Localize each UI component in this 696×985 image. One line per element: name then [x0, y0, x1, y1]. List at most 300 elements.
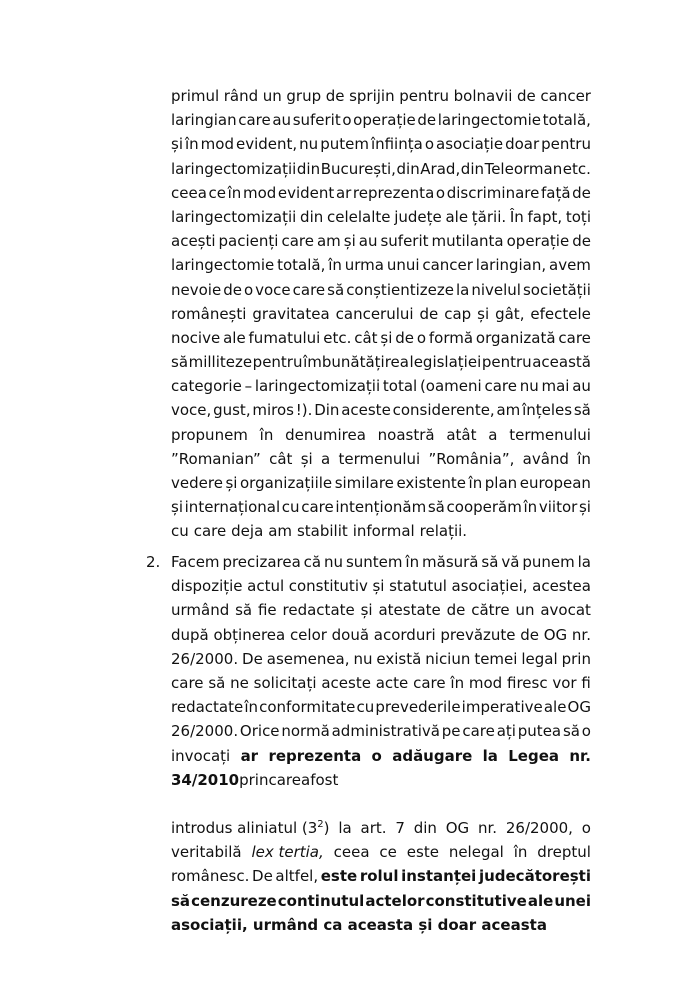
word: nivelul — [471, 280, 521, 299]
word: au — [358, 232, 378, 251]
word: suferit — [292, 111, 341, 130]
word: Legea — [508, 746, 560, 765]
text-line — [171, 889, 591, 913]
text-line — [171, 157, 591, 181]
word: actul — [247, 577, 285, 596]
word: 7 — [395, 819, 405, 837]
word: cancer — [540, 87, 591, 105]
word: în — [328, 256, 342, 275]
word: bolnavii — [453, 87, 513, 105]
word: similare — [334, 474, 394, 492]
word: conștientizeze — [346, 280, 454, 299]
text-line — [171, 744, 591, 768]
word: prin — [561, 649, 591, 668]
word: care — [193, 522, 227, 541]
word: laringectomizații — [171, 159, 297, 178]
word: laringian — [171, 111, 237, 130]
word: nu — [353, 649, 373, 668]
word: și — [171, 135, 183, 154]
word: care — [558, 328, 591, 347]
word: asemenea, — [266, 649, 350, 668]
word: din — [413, 819, 437, 837]
word: am — [496, 401, 521, 420]
word: înțeles — [522, 401, 573, 420]
word: am — [268, 522, 293, 541]
word: din — [300, 207, 324, 226]
word: intenționăm — [335, 498, 427, 517]
text-line — [171, 574, 591, 598]
word: care — [238, 111, 271, 130]
word: fapt, — [527, 207, 563, 226]
word: veritabilă — [171, 843, 242, 862]
word: operație — [353, 111, 416, 130]
word: discriminare — [446, 183, 540, 202]
word: laringian, — [475, 256, 547, 275]
word: există — [376, 649, 422, 668]
word: de — [572, 183, 591, 202]
word: etc. — [323, 328, 352, 347]
word: laringectomie — [437, 111, 542, 130]
word: considerente, — [392, 401, 495, 420]
word: ”Romanian” — [171, 449, 261, 468]
word: că — [303, 553, 322, 571]
word: ceea — [171, 183, 207, 202]
law-reference: 34/2010 — [171, 770, 240, 789]
word: Orice — [239, 722, 280, 741]
word: redactate — [282, 601, 355, 620]
word: voce, — [171, 401, 212, 420]
text-fragment: introdus aliniatul (3 — [171, 819, 318, 837]
text-line — [171, 326, 591, 350]
word: cât — [354, 328, 378, 347]
word: ale — [223, 328, 246, 347]
word: Arad, — [420, 159, 461, 178]
word: din — [396, 159, 420, 178]
word: o — [581, 722, 591, 741]
word: reprezenta — [352, 183, 435, 202]
text-line — [171, 840, 591, 864]
word: cooperăm — [446, 498, 522, 517]
word: primul — [171, 87, 220, 105]
word: plan — [484, 474, 518, 492]
word: unei — [554, 891, 591, 910]
word: am — [316, 232, 341, 251]
word: obținerea — [213, 625, 286, 644]
word: OG — [445, 819, 470, 837]
word: propunem — [171, 425, 248, 444]
word: (oameni — [419, 377, 482, 396]
word: vor — [552, 673, 577, 692]
text-line — [171, 398, 591, 422]
word: a — [301, 770, 311, 789]
word: urmând — [171, 601, 230, 620]
text-line — [171, 181, 591, 205]
text-line — [171, 108, 591, 132]
word: organizată — [475, 328, 556, 347]
word: mod — [468, 673, 503, 692]
text-with-superscript — [171, 816, 330, 840]
word: din — [460, 159, 484, 178]
word: a — [488, 425, 498, 444]
word: Teleorman — [484, 159, 563, 178]
word: cu — [356, 698, 375, 717]
word: asociației, — [451, 577, 528, 596]
word: la — [455, 280, 470, 299]
word: putea — [517, 722, 562, 741]
word: evident — [277, 183, 335, 202]
word: fi — [581, 673, 591, 692]
word: De — [242, 649, 263, 668]
word: mod — [242, 183, 277, 202]
text-line — [171, 913, 591, 937]
word: de — [520, 625, 540, 644]
text-line — [171, 447, 591, 471]
word: organizațiile — [240, 474, 333, 492]
word: termenului — [338, 449, 421, 468]
word: nelegal — [448, 843, 504, 862]
text-line — [171, 550, 591, 574]
word: nu — [519, 377, 539, 396]
word: o — [435, 183, 446, 202]
word: relații. — [419, 522, 468, 541]
word: De — [252, 867, 273, 886]
word: ale — [445, 207, 469, 226]
word: nr. — [569, 746, 591, 765]
word: județe — [394, 207, 442, 226]
word: o — [581, 819, 591, 837]
word: solicitați — [253, 673, 317, 692]
word: să — [208, 673, 226, 692]
word: în — [227, 183, 242, 202]
word: OG — [567, 698, 591, 717]
text-line — [171, 695, 591, 719]
word: urma — [344, 256, 384, 275]
word: – — [244, 377, 253, 396]
text-line — [171, 671, 591, 695]
word: adăugare — [392, 746, 473, 765]
word: în — [259, 425, 274, 444]
word: formă — [428, 328, 474, 347]
text-line — [171, 374, 591, 398]
word: un — [262, 87, 282, 105]
word: o — [416, 328, 427, 347]
word: pentru — [399, 87, 450, 105]
word: acești — [171, 232, 216, 251]
word: evident, — [235, 135, 298, 154]
paragraph-3 — [171, 816, 591, 937]
word: cancerului — [335, 304, 414, 323]
word: precizarea — [222, 553, 301, 571]
word: laringectomizații — [254, 377, 381, 396]
word: fumatului — [248, 328, 321, 347]
word: cu — [171, 522, 189, 541]
word: înființa — [370, 135, 423, 154]
word: nr. — [571, 625, 591, 644]
word: să — [171, 353, 189, 372]
latin-term: lex tertia, — [251, 843, 324, 862]
text-fragment: ) — [323, 819, 330, 837]
word: unui — [386, 256, 420, 275]
word: punem — [522, 553, 575, 571]
word: prevederile — [375, 698, 461, 717]
word: 26/2000, — [505, 819, 573, 837]
word: statutul — [389, 577, 447, 596]
word: vedere — [171, 474, 223, 492]
word: ați — [496, 722, 516, 741]
word: măsură — [422, 553, 479, 571]
word: continutul — [277, 891, 365, 910]
word: !). — [295, 401, 313, 420]
word: în — [468, 474, 483, 492]
word: care — [171, 673, 204, 692]
word: și — [372, 577, 385, 596]
word: să — [562, 722, 580, 741]
text-line — [171, 864, 591, 888]
word: care — [413, 673, 446, 692]
text-line — [171, 278, 591, 302]
word: toți — [565, 207, 591, 226]
word: mod — [200, 135, 234, 154]
word: este — [320, 867, 358, 886]
word: totală, — [542, 111, 591, 130]
word: avocat — [540, 601, 591, 620]
word: operație — [506, 232, 570, 251]
word: aceste — [341, 401, 391, 420]
word: conformitate — [259, 698, 356, 717]
word: au — [272, 111, 292, 130]
word: cât — [269, 449, 293, 468]
word: să — [171, 891, 191, 910]
word: temei — [474, 649, 518, 668]
word: OG — [543, 625, 568, 644]
word: și — [343, 232, 356, 251]
word: existente — [396, 474, 466, 492]
word: către — [471, 601, 510, 620]
word: ale — [543, 698, 567, 717]
word: pacienți — [218, 232, 279, 251]
word: constitutiv — [288, 577, 368, 596]
word: o — [243, 280, 254, 299]
word: celelalte — [326, 207, 391, 226]
word: totală, — [277, 256, 326, 275]
word: pe — [441, 722, 461, 741]
word: să — [573, 401, 591, 420]
word: cap — [444, 304, 472, 323]
word: suferit — [380, 232, 429, 251]
word: de — [572, 232, 591, 251]
word: îmbunătățirea — [303, 353, 409, 372]
word: ce — [208, 183, 227, 202]
word: european — [519, 474, 591, 492]
word: atestate — [378, 601, 441, 620]
word: reprezenta — [268, 746, 362, 765]
word: în — [577, 449, 591, 468]
word: nr. — [477, 819, 498, 837]
word: 26/2000. — [171, 649, 239, 668]
word: normă — [281, 722, 330, 741]
word: în — [513, 843, 528, 862]
word: care — [301, 498, 334, 517]
word: ar — [335, 183, 352, 202]
text-line — [171, 302, 591, 326]
word: redactate — [171, 698, 244, 717]
word: termenului — [509, 425, 591, 444]
text-line — [171, 623, 591, 647]
word: instanței — [401, 867, 477, 886]
word: acorduri — [373, 625, 436, 644]
word: grup — [286, 87, 322, 105]
word: ar — [240, 746, 259, 765]
word: și — [477, 304, 490, 323]
word: total — [382, 377, 418, 396]
word: imperative — [461, 698, 543, 717]
word: este — [406, 843, 439, 862]
word: care — [281, 232, 314, 251]
word: în — [523, 498, 538, 517]
word: de — [446, 601, 466, 620]
word: efectele — [530, 304, 591, 323]
word: deja — [231, 522, 264, 541]
word: actelor — [365, 891, 425, 910]
word: legal — [521, 649, 558, 668]
word: judecătorești — [478, 867, 591, 886]
word: a — [320, 449, 331, 468]
word: cancer — [422, 256, 473, 275]
text-line — [171, 253, 591, 277]
paragraph-item-1-continuation — [171, 84, 591, 544]
word: miros — [252, 401, 294, 420]
word: prin — [239, 770, 269, 789]
word: voce — [255, 280, 291, 299]
text-line — [171, 471, 591, 495]
text-line — [171, 229, 591, 253]
word: mutilanta — [431, 232, 504, 251]
word: în — [450, 673, 465, 692]
word: o — [371, 746, 382, 765]
word: viitor — [538, 498, 578, 517]
text-line — [171, 205, 591, 229]
word: suntem — [345, 553, 403, 571]
word: o — [342, 111, 352, 130]
word: avem — [549, 256, 591, 275]
word: această — [532, 353, 591, 372]
text-line — [171, 719, 591, 743]
word: vă — [501, 553, 520, 571]
word: 26/2000. — [171, 722, 239, 741]
word: să — [481, 553, 499, 571]
word: stabilit — [296, 522, 348, 541]
word: ale — [527, 891, 554, 910]
word: și — [380, 328, 393, 347]
word: ce — [379, 843, 397, 862]
word: la — [338, 819, 352, 837]
word: Din — [314, 401, 340, 420]
word: de — [419, 304, 439, 323]
word: în — [405, 553, 420, 571]
word: nu — [299, 135, 319, 154]
word: care — [292, 280, 326, 299]
word: acestea — [532, 577, 591, 596]
word: gust, — [213, 401, 251, 420]
word: doar — [505, 135, 540, 154]
word: rând — [223, 87, 259, 105]
word: românești — [171, 304, 247, 323]
word: nevoie — [171, 280, 222, 299]
word: și — [360, 601, 373, 620]
word: altfel, — [275, 867, 319, 886]
word: laringectomizații — [171, 207, 297, 226]
word: atât — [446, 425, 477, 444]
word: art. — [360, 819, 387, 837]
word: care — [268, 770, 301, 789]
word: țării. — [471, 207, 507, 226]
word: și — [300, 449, 313, 468]
word: pentru — [252, 353, 303, 372]
word: acte — [375, 673, 409, 692]
word: sprijin — [349, 87, 395, 105]
word: din — [296, 159, 321, 178]
text-line — [171, 132, 591, 156]
word: românesc. — [171, 867, 250, 886]
list-marker-2: 2. — [146, 553, 161, 571]
word: informal — [352, 522, 415, 541]
word: cu — [281, 498, 300, 517]
word: București, — [320, 159, 396, 178]
word: o — [424, 135, 434, 154]
word: ne — [230, 673, 249, 692]
word: categorie — [171, 377, 242, 396]
word: societății — [522, 280, 591, 299]
word: și — [225, 474, 238, 492]
word: care — [462, 722, 495, 741]
word: putem — [320, 135, 369, 154]
word: denumirea — [285, 425, 366, 444]
word: la — [482, 746, 498, 765]
word: pentru — [541, 135, 591, 154]
word: nocive — [171, 328, 221, 347]
word: să — [327, 280, 345, 299]
word: în — [244, 698, 259, 717]
word: fost — [310, 770, 339, 789]
text-line — [171, 423, 591, 447]
word: invocați — [171, 746, 231, 765]
word: cenzureze — [191, 891, 277, 910]
word: internațional — [184, 498, 281, 517]
word: mai — [541, 377, 570, 396]
word: un — [515, 601, 535, 620]
word: dispoziție — [171, 577, 243, 596]
word: de — [395, 328, 414, 347]
word: milliteze — [188, 353, 253, 372]
word: administrativă — [331, 722, 440, 741]
text-line — [171, 350, 591, 374]
word: și — [578, 498, 591, 517]
word: asociație — [436, 135, 504, 154]
word: să — [235, 601, 253, 620]
superscript: 2 — [317, 819, 324, 830]
word: În — [509, 207, 524, 226]
word: față — [540, 183, 571, 202]
word: noastră — [377, 425, 435, 444]
word: niciun — [425, 649, 471, 668]
text-line — [171, 84, 591, 108]
word: etc. — [562, 159, 591, 178]
word: la — [577, 553, 591, 571]
text-line — [171, 598, 591, 622]
word: gravitatea — [252, 304, 330, 323]
word: firesc — [507, 673, 548, 692]
text-line — [171, 768, 591, 792]
